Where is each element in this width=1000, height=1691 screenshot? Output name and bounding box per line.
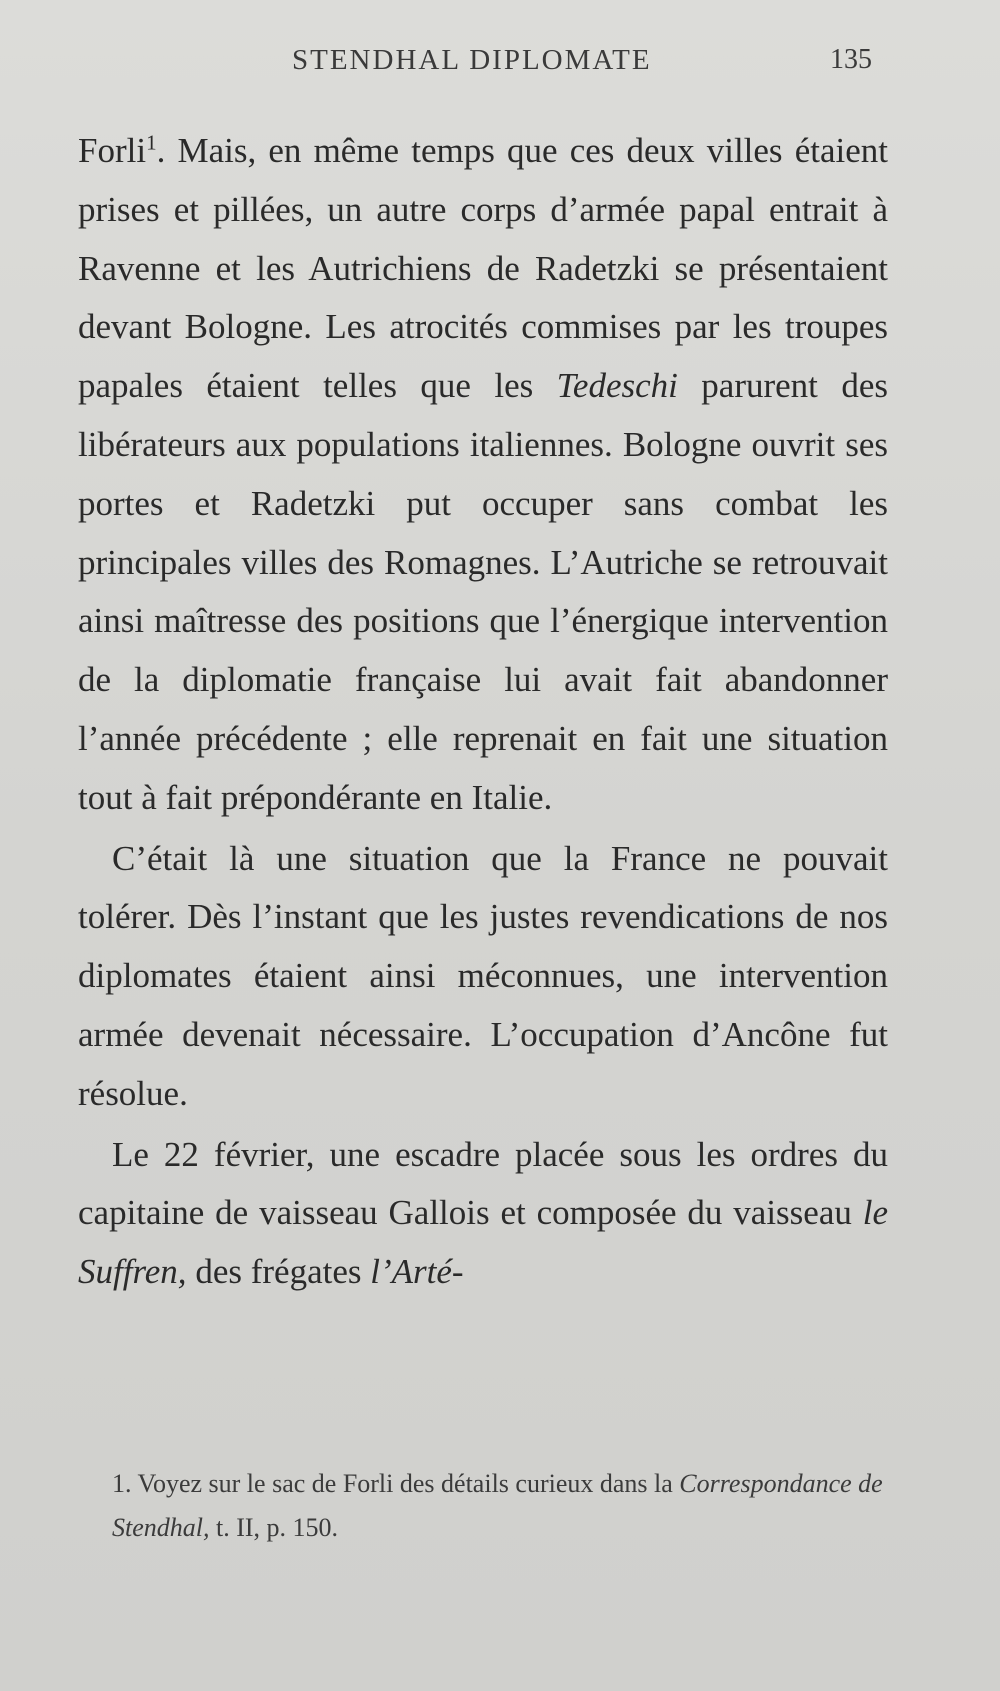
footnote <box>80 1462 900 1550</box>
running-head <box>0 44 1000 84</box>
footnote-text-b: t. II, p. 150. <box>209 1513 339 1542</box>
paragraph-1-start: Forli <box>78 131 147 170</box>
running-title: STENDHAL DIPLOMATE <box>292 44 652 76</box>
footnote-number: 1. <box>112 1469 132 1498</box>
paragraph-3-text-b: des frégates <box>186 1252 371 1292</box>
footnote-text <box>80 1462 900 1550</box>
italic-ship-name: le Suffren, <box>78 1193 888 1292</box>
paragraph-1-text-b: parurent des libérateurs aux populations italiennes. Bologne ouvrit ses portes et Radetzki put occuper sans combat les principales villes des Romagnes. L’Autriche se retrouvait ainsi maîtresse des positions que l’énergique intervention de la diplomatie française lui avait fait abandonner l’année précédente ; elle reprenait en fait une situation tout à fait prépondérante en Italie. <box>78 366 888 817</box>
italic-frigate-name: l’Arté- <box>370 1252 464 1292</box>
footnote-text-a: Voyez sur le sac de Forli des détails curieux dans la <box>131 1469 680 1498</box>
paragraph-1 <box>78 122 888 828</box>
paragraph-3 <box>78 1126 888 1302</box>
paragraph-1-text-a: . Mais, en même temps que ces deux villes étaient prises et pillées, un autre corps d’armée papal entrait à Ravenne et les Autrichiens de Radetzki se présentaient devant Bologne. Les atrocités commises par les troupes papales étaient telles que les <box>78 131 888 406</box>
paragraph-2: C’était là une situation que la France ne pouvait tolérer. Dès l’instant que les justes revendications de nos diplomates étaient ainsi méconnues, une intervention armée devenait nécessaire. L’occupation d’Ancône fut résolue. <box>78 838 888 1113</box>
body-text <box>78 122 888 1302</box>
italic-tedeschi: Tedeschi <box>556 366 678 406</box>
footnote-italic-title: Correspondance de Stendhal, <box>112 1469 883 1542</box>
paragraph-3-text-a: Le 22 février, une escadre placée sous les ordres du capitaine de vaisseau Gallois et composée du vaisseau <box>78 1134 888 1233</box>
footnote-reference: 1 <box>146 130 157 155</box>
page-number: 135 <box>830 44 872 75</box>
